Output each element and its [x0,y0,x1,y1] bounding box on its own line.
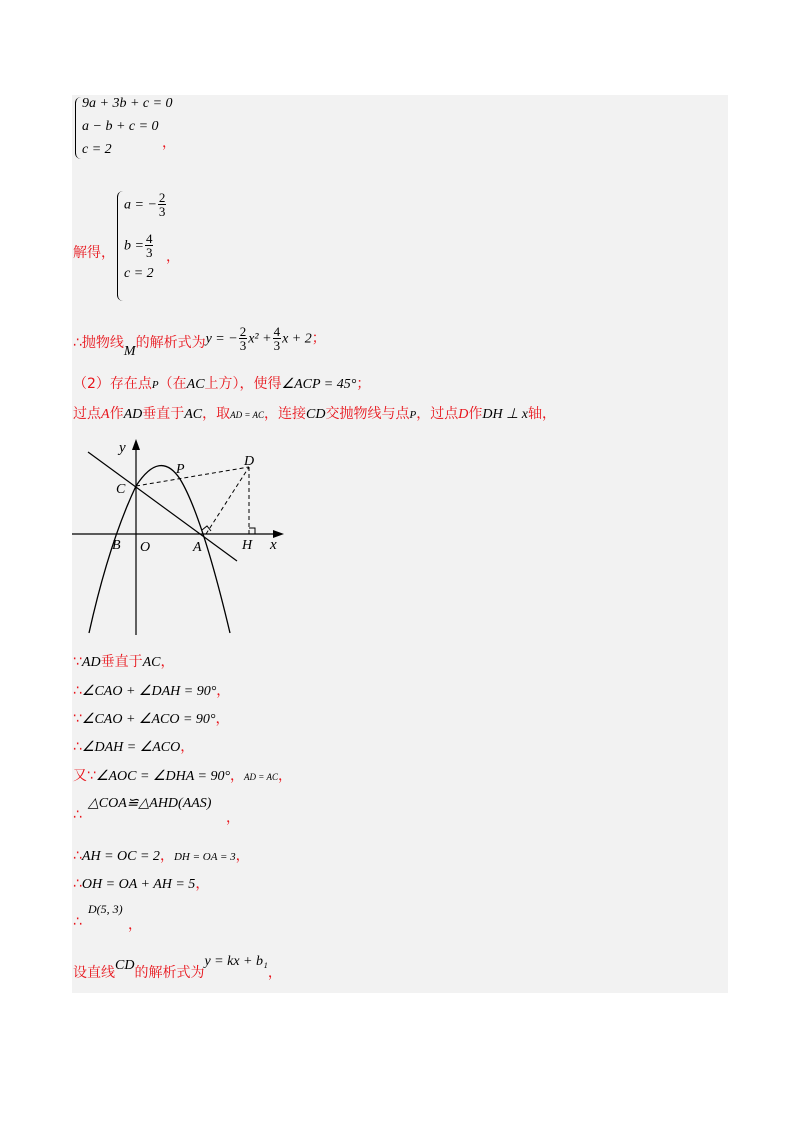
line-ad [206,467,249,534]
step-1: ∵AD垂直于AC， [73,654,175,670]
label-p: P [176,462,185,477]
label-a: A [193,540,202,555]
solve-label: 解得， [73,245,115,261]
step-3: ∵∠CAO + ∠ACO = 90°， [73,711,230,727]
parabola-curve [89,466,230,633]
label-b: B [112,538,121,553]
line-ca [88,452,237,561]
label-h: H [242,538,253,553]
system-eq3: c = 2 [82,142,112,157]
line-cd-expression: 设直线CD的解析式为y = kx + b₁， [73,954,282,981]
congruence-sym: ∴ [73,807,82,823]
system-brace [75,97,82,159]
solve-b: b = $\frac{4}{3}$ [124,231,153,260]
step-4: ∴∠DAH = ∠ACO， [73,739,195,755]
congruence-tail: ， [226,810,240,826]
d-line-sym: ∴ [73,914,82,930]
label-x: x [270,537,277,553]
y-axis-arrow-icon [132,439,140,450]
part2-line: （2）存在点P（在AC上方），使得∠ACP = 45°； [73,376,371,392]
congruence-statement: △COA≌△AHD(AAS) [88,796,212,811]
d-coordinate: D(5, 3) [88,902,123,916]
label-d: D [244,454,255,469]
label-c: C [116,482,126,497]
oh-line: ∴OH = OA + AH = 5， [73,876,210,892]
line-cd [136,467,249,486]
step-5: 又∵∠AOC = ∠DHA = 90°，AD = AC， [73,768,292,784]
parabola-line: ∴抛物线M的解析式为y = − $\frac{2}{3}$ x² + $\frac{4}{3}$ x + 2； [73,324,326,359]
right-angle-a [202,526,211,531]
step-2: ∴∠CAO + ∠DAH = 90°， [73,683,231,699]
geometry-figure [72,435,292,640]
right-angle-h [249,528,255,534]
d-line-tail: ， [128,917,142,933]
label-y: y [119,440,126,456]
solve-brace [117,191,124,301]
label-o: O [140,540,151,555]
solve-tail: ， [166,249,180,265]
ah-line: ∴AH = OC = 2，DH = OA = 3， [73,848,250,864]
system-eq2: a − b + c = 0 [82,119,159,134]
system-eq1: 9a + 3b + c = 0 [82,96,173,111]
solve-a: a = − $\frac{2}{3}$ [124,190,166,219]
solve-c: c = 2 [124,266,154,281]
construction-line: 过点A作AD垂直于AC，取AD = AC，连接CD交抛物线与点P，过点D作DH ⊥ x轴， [73,406,556,422]
system-tail: ， [162,135,176,151]
